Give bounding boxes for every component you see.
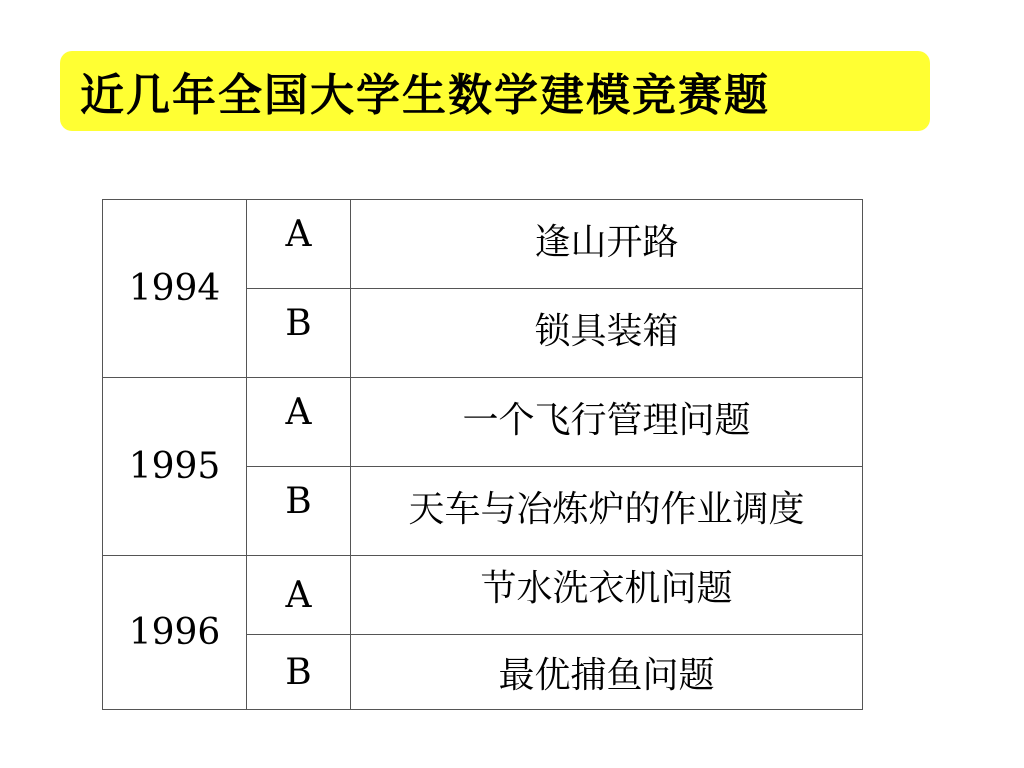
year-cell-1995: 1995	[103, 378, 247, 556]
problem-letter-cell: B	[247, 635, 351, 710]
problem-name-cell: 逢山开路	[351, 200, 863, 289]
year-cell-1994: 1994	[103, 200, 247, 378]
table-row	[103, 378, 863, 467]
problem-name-cell: 天车与冶炼炉的作业调度	[351, 467, 863, 556]
table-row	[103, 556, 863, 635]
problem-name-cell: 一个飞行管理问题	[351, 378, 863, 467]
problem-letter-cell: A	[247, 200, 351, 289]
problem-name-cell: 最优捕鱼问题	[351, 635, 863, 710]
problem-letter-cell: B	[247, 289, 351, 378]
title-banner	[60, 51, 930, 131]
contest-problems-table	[102, 199, 863, 710]
problem-name-cell: 节水洗衣机问题	[351, 556, 863, 635]
table-row	[103, 200, 863, 289]
problem-letter-cell: A	[247, 556, 351, 635]
problem-letter-cell: A	[247, 378, 351, 467]
page-title: 近几年全国大学生数学建模竞赛题	[80, 70, 770, 121]
problem-name-cell: 锁具装箱	[351, 289, 863, 378]
year-cell-1996: 1996	[103, 556, 247, 710]
problem-letter-cell: B	[247, 467, 351, 556]
